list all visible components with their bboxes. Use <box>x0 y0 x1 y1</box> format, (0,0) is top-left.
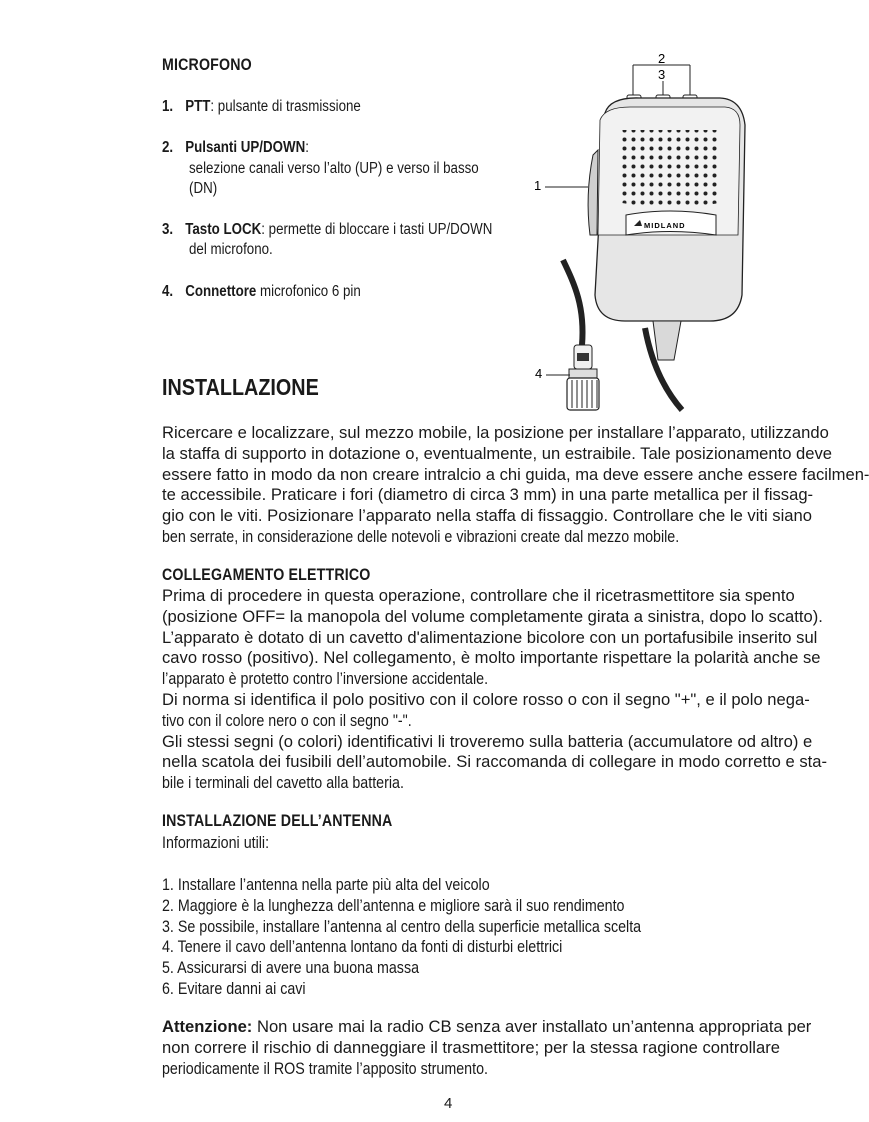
list-item-up-down: 2. Pulsanti UP/DOWN: <box>162 139 309 156</box>
list-item: 1. Installare l’antenna nella parte più alta del veicolo <box>162 875 490 894</box>
list-item: 3. Se possibile, installare l’antenna al centro della superficie metallica scelta <box>162 916 642 936</box>
list-item-up-down-line2: selezione canali verso l’alto (UP) e verso il basso <box>189 160 479 177</box>
list-item: 5. Assicurarsi di avere una buona massa <box>162 958 420 978</box>
list-item-lock: 3. Tasto LOCK: permette di bloccare i tasti UP/DOWN <box>162 221 493 238</box>
microphone-illustration <box>530 45 760 420</box>
list-item: 2. Maggiore è la lunghezza dell’antenna e migliore sarà il suo rendimento <box>162 895 625 915</box>
list-item: 4. Tenere il cavo dell’antenna lontano da fonti di disturbi elettrici <box>162 937 563 957</box>
warning-label: Attenzione: <box>162 1017 253 1036</box>
installazione-heading: INSTALLAZIONE <box>162 374 319 400</box>
antenna-intro: Informazioni utili: <box>162 833 270 852</box>
microfono-heading: MICROFONO <box>162 56 252 74</box>
list-item-lock-line2: del microfono. <box>189 241 273 258</box>
page-number: 4 <box>444 1095 453 1112</box>
warning-paragraph: Attenzione: Non usare mai la radio CB senza aver installato un’antenna appropriata per non correre il rischio di danneggiare il trasmettitore; per la stessa ragione controllare periodicamente il ROS tramite l’apposito strumento. <box>162 1017 812 1078</box>
list-item-up-down-line3: (DN) <box>189 180 218 197</box>
midland-logo: MIDLAND <box>644 221 686 230</box>
callout-3-label: 3 <box>658 67 666 82</box>
list-item-connettore: 4. Connettore microfonico 6 pin <box>162 283 361 300</box>
antenna-list <box>162 875 641 1000</box>
callout-1-label: 1 <box>534 178 542 193</box>
collegamento-paragraph: Prima di procedere in questa operazione, controllare che il ricetrasmettitore sia spento (posizione OFF= la manopola del volume completamente girata a sinistra, dopo lo scatto). L’apparato è dotato di un cavetto d'alimentazione bicolore con un portafusibile inserito sul cavo rosso (positivo). Nel collegamento, è molto importante rispettare la polarità anche se l’apparato è protetto contro l’inversione accidentale. Di norma si identifica il polo positivo con il colore rosso o con il segno "+", e il polo nega- tivo con il colore nero o con il segno "-". Gli stessi segni (o colori) identificativi li troveremo sulla batteria (accumulatore od altro) e nella scatola dei fusibili dell’automobile. Si raccomanda di collegare in modo corretto e sta- bile i terminali del cavetto alla batteria. <box>162 586 828 793</box>
callout-4-label: 4 <box>535 366 543 381</box>
callout-2-label: 2 <box>658 51 666 66</box>
collegamento-heading: COLLEGAMENTO ELETTRICO <box>162 566 371 584</box>
installazione-paragraph: Ricercare e localizzare, sul mezzo mobile, la posizione per installare l’apparato, utilizzando la staffa di supporto in dotazione o, eventualmente, un estraibile. Tale posizionamento deve essere fatto in modo da non creare intralcio a chi guida, ma deve essere anche essere facilmen- te accessibile. Praticare i fori (diametro di circa 3 mm) in una parte metallica per il fissag- gio con le viti. Posizionare l’apparato nella staffa di fissaggio. Controllare che le viti siano ben serrate, in considerazione delle notevoli e vibrazioni create dal mezzo mobile. <box>162 423 869 546</box>
list-item-ptt: 1. PTT: pulsante di trasmissione <box>162 98 361 115</box>
antenna-heading: INSTALLAZIONE DELL’ANTENNA <box>162 812 393 830</box>
list-item: 6. Evitare danni ai cavi <box>162 978 306 998</box>
